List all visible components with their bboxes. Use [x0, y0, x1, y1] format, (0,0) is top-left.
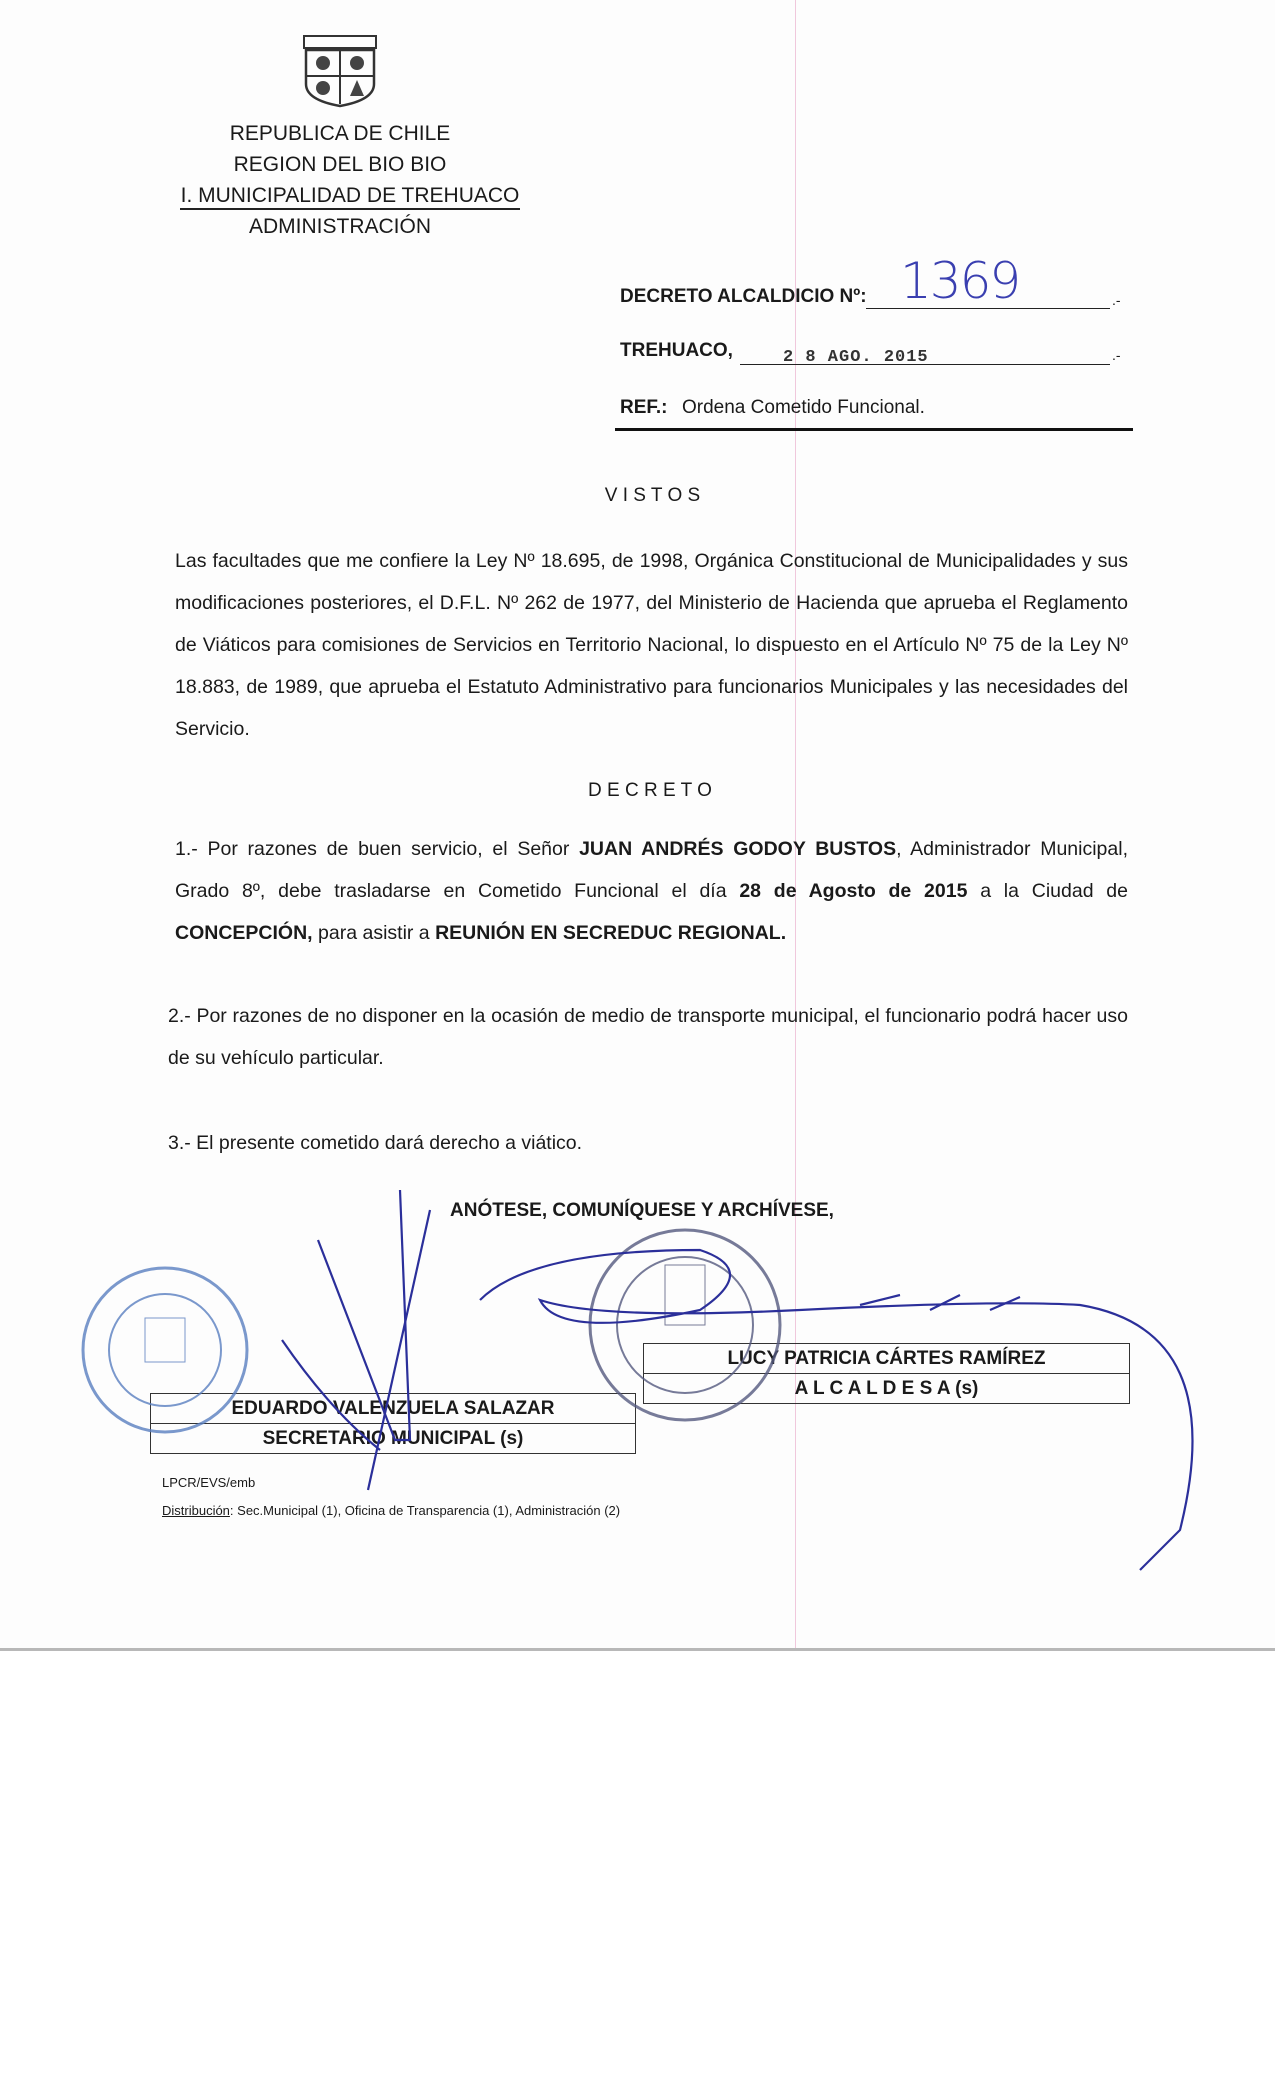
- decree-item-2: 2.- Por razones de no disponer en la ocasión de medio de transporte municipal, el funcionario podrá hacer uso de su vehículo particular.: [168, 1005, 1128, 1069]
- mayor-title: A L C A L D E S A (s): [644, 1373, 1129, 1403]
- place-label: TREHUACO,: [620, 340, 733, 361]
- closing-formula: ANÓTESE, COMUNÍQUESE Y ARCHÍVESE,: [450, 1200, 834, 1221]
- secretary-stamp-icon: [83, 1268, 247, 1432]
- decreto-heading: D E C R E T O: [588, 780, 712, 801]
- secretary-title: SECRETARIO MUNICIPAL (s): [151, 1423, 635, 1453]
- ref-value: Ordena Cometido Funcional.: [682, 397, 925, 418]
- vistos-heading: V I S T O S: [604, 485, 701, 506]
- decree-number: 1369: [900, 252, 1020, 310]
- mayor-name: LUCY PATRICIA CÁRTES RAMÍREZ: [727, 1348, 1046, 1369]
- header-department: ADMINISTRACIÓN: [248, 215, 431, 238]
- document-page: REPUBLICA DE CHILE REGION DEL BIO BIO I. MUNICIPALIDAD DE TREHUACO ADMINISTRACIÓN DECRETO ALCALDICIO Nº: 1369 .- TREHUACO, 2 8 AGO. 2015 .- REF.: Ordena Cometido Funcional. V I S T O S Las facultades que me confiere la Ley Nº 18.695, de 1998, Orgánica Constitucional de Municipalidades y sus modificaciones posteriores, el D.F.L. Nº 262 de 1977, del Ministerio de Hacienda que aprueba el Reglamento de Viáticos para comisiones de Servicios en Territorio Nacional, lo dispuesto en el Artículo Nº 75 de la Ley Nº 18.883, de 1989, que aprueba el Estatuto Administrativo para funcionarios Municipales y las necesidades del Servicio. D E C R E T O 1.- Por razones de buen servicio, el Señor JUAN ANDRÉS GODOY BUSTOS, Administrador Municipal, Grado 8º, debe trasladarse en Cometido Funcional el día 28 de Agosto de 2015 a la Ciudad de CONCEPCIÓN, para asistir a REUNIÓN EN SECREDUC REGIONAL. 2.- Por razones de no disponer en la ocasión de medio de transporte municipal, el funcionario podrá hacer uso de su vehículo particular. 3.- El presente cometido dará derecho a viático. ANÓTESE, COMUNÍQUESE Y ARCHÍVESE, LUCY PATRICIA CÁRTES RAMÍREZ A L C A L D E S A (s) EDUARDO VALENZUELA SALAZAR SECRETARIO MUNICIPAL (s) LPCR/EVS/emb Distribución: Sec.Municipal (1), Oficina de Transparencia (1), Administración (2): [0, 0, 1275, 2100]
- decree-item-3: 3.- El presente cometido dará derecho a viático.: [168, 1132, 583, 1154]
- secretary-name: EDUARDO VALENZUELA SALAZAR: [231, 1398, 555, 1419]
- initials: LPCR/EVS/emb: [162, 1475, 256, 1490]
- mayor-stamp-icon: [590, 1230, 780, 1420]
- header-region: REGION DEL BIO BIO: [233, 153, 447, 176]
- decree-number-label: DECRETO ALCALDICIO Nº:: [620, 286, 867, 307]
- header-municipality: I. MUNICIPALIDAD DE TREHUACO: [180, 184, 520, 210]
- ref-label: REF.:: [620, 397, 668, 418]
- distribution: Distribución: Sec.Municipal (1), Oficina de Transparencia (1), Administración (2): [162, 1503, 621, 1518]
- date-stamp: 2 8 AGO. 2015: [783, 348, 929, 367]
- vistos-text: Las facultades que me confiere la Ley Nº 18.695, de 1998, Orgánica Constitucional de Municipalidades y sus modificaciones posteriores, el D.F.L. Nº 262 de 1977, del Ministerio de Hacienda que aprueba el Reglamento de Viáticos para comisiones de Servicios en Territorio Nacional, lo dispuesto en el Artículo Nº 75 de la Ley Nº 18.883, de 1989, que aprueba el Estatuto Administrativo para funcionarios Municipales y las necesidades del Servicio.: [175, 550, 1128, 740]
- decree-item-1: 1.- Por razones de buen servicio, el Señor JUAN ANDRÉS GODOY BUSTOS, Administrador Municipal, Grado 8º, debe trasladarse en Cometido Funcional el día 28 de Agosto de 2015 a la Ciudad de CONCEPCIÓN, para asistir a REUNIÓN EN SECREDUC REGIONAL.: [175, 838, 1129, 944]
- header-country: REPUBLICA DE CHILE: [229, 122, 451, 145]
